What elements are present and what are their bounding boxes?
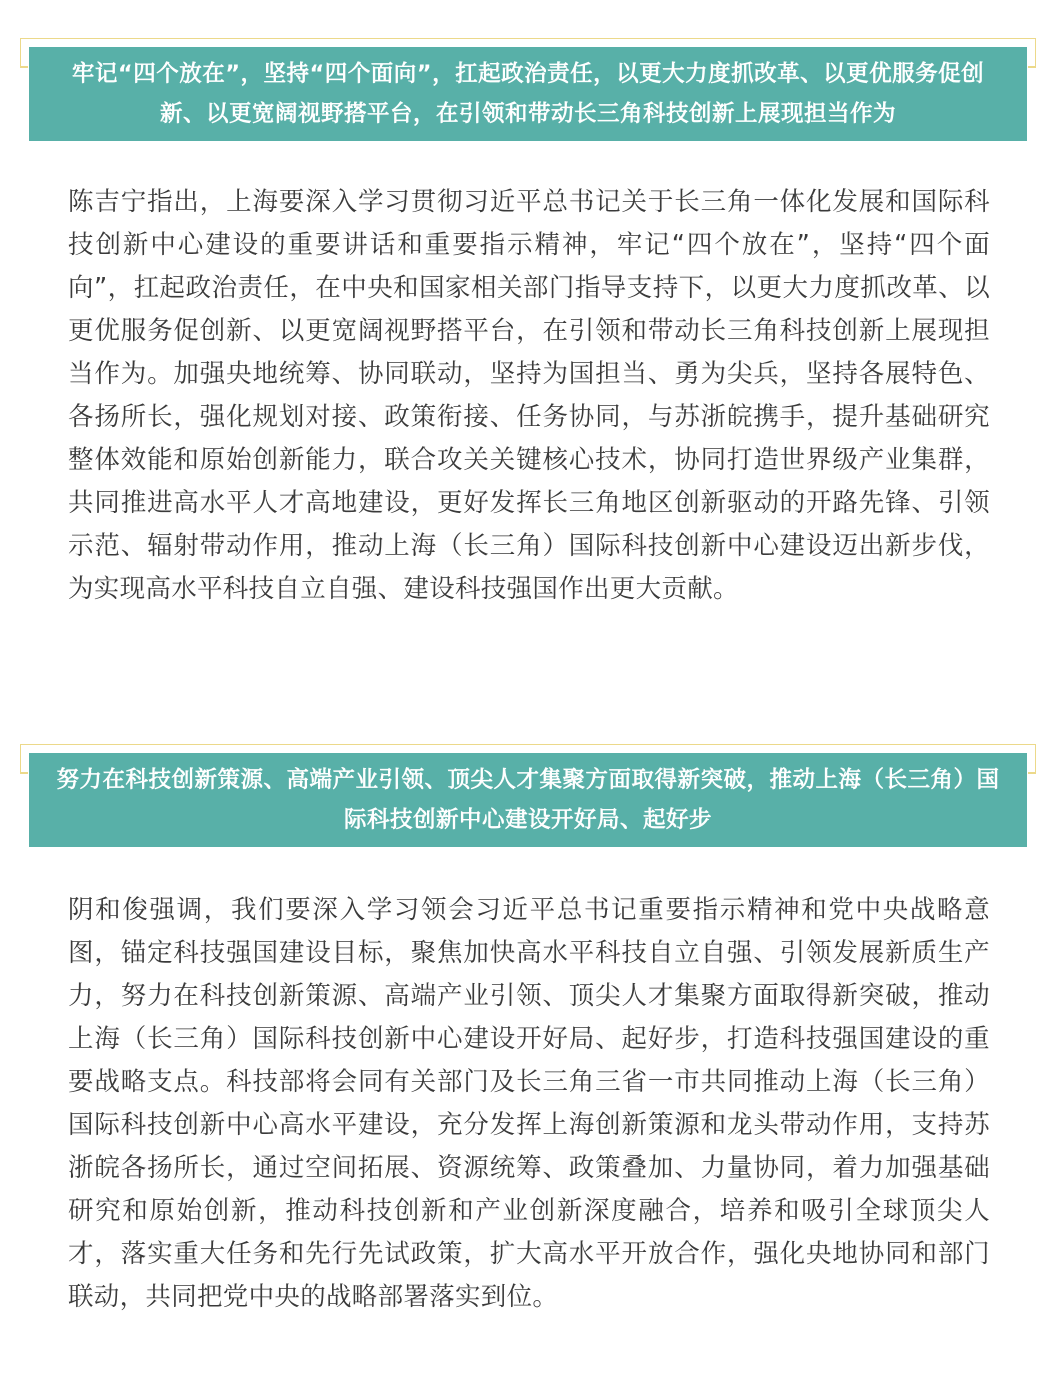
section-heading-box (29, 753, 1027, 847)
section-paragraph: 阴和俊强调，我们要深入学习领会习近平总书记重要指示精神和党中央战略意图，锚定科技强国建设目标，聚焦加快高水平科技自立自强、引领发展新质生产力，努力在科技创新策源、高端产业引领、顶尖人才集聚方面取得新突破，推动上海（长三角）国际科技创新中心建设开好局、起好步，打造科技强国建设的重要战略支点。科技部将会同有关部门及长三角三省一市共同推动上海（长三角）国际科技创新中心高水平建设，充分发挥上海创新策源和龙头带动作用，支持苏浙皖各扬所长，通过空间拓展、资源统筹、政策叠加、力量协同，着力加强基础研究和原始创新，推动科技创新和产业创新深度融合，培养和吸引全球顶尖人才，落实重大任务和先行先试政策，扩大高水平开放合作，强化央地协同和部门联动，共同把党中央的战略部署落实到位。 (68, 895, 990, 1312)
section-heading: 牢记“四个放在”，坚持“四个面向”，扛起政治责任，以更大力度抓改革、以更优服务促创新、以更宽阔视野搭平台，在引领和带动长三角科技创新上展现担当作为 (71, 61, 985, 127)
section-header-frame (20, 38, 1036, 142)
section-heading-box (29, 47, 1027, 141)
frame-corner-left (20, 772, 28, 774)
section-heading: 努力在科技创新策源、高端产业引领、顶尖人才集聚方面取得新突破，推动上海（长三角）国际科技创新中心建设开好局、起好步 (56, 767, 1000, 833)
section-paragraph: 陈吉宁指出，上海要深入学习贯彻习近平总书记关于长三角一体化发展和国际科技创新中心建设的重要讲话和重要指示精神，牢记“四个放在”，坚持“四个面向”，扛起政治责任，在中央和国家相关部门指导支持下，以更大力度抓改革、以更优服务促创新、以更宽阔视野搭平台，在引领和带动长三角科技创新上展现担当作为。加强央地统筹、协同联动，坚持为国担当、勇为尖兵，坚持各展特色、各扬所长，强化规划对接、政策衔接、任务协同，与苏浙皖携手，提升基础研究整体效能和原始创新能力，联合攻关关键核心技术，协同打造世界级产业集群，共同推进高水平人才高地建设，更好发挥长三角地区创新驱动的开路先锋、引领示范、辐射带动作用，推动上海（长三角）国际科技创新中心建设迈出新步伐，为实现高水平科技自立自强、建设科技强国作出更大贡献。 (68, 187, 990, 604)
section-header-frame (20, 744, 1036, 848)
frame-corner-right (1028, 772, 1036, 774)
frame-corner-left (20, 66, 28, 68)
frame-corner-right (1028, 66, 1036, 68)
